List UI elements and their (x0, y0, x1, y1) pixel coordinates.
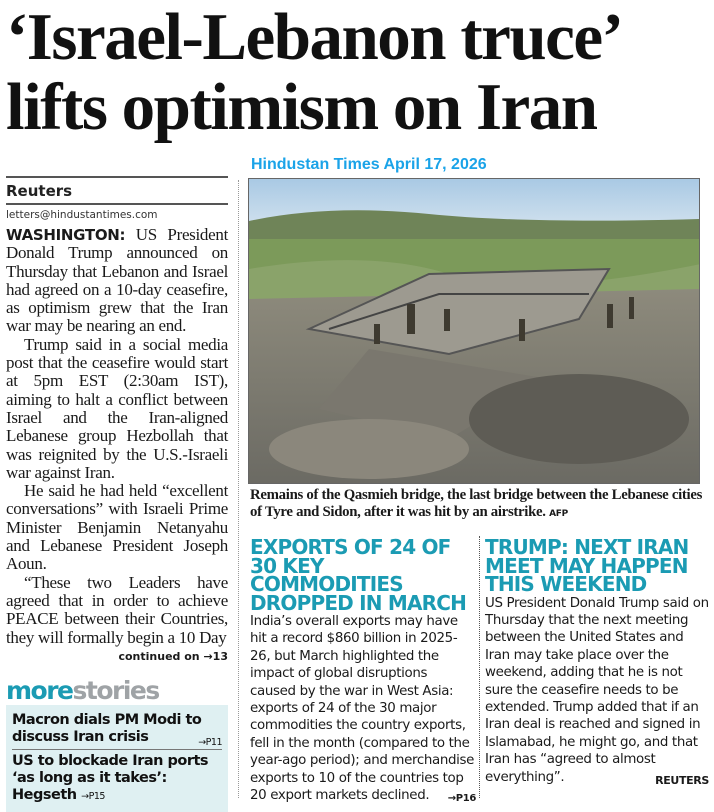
item-title: Macron dials PM Modi to discuss Iran crisis (12, 712, 202, 745)
story-text (250, 613, 476, 804)
paragraph (6, 226, 228, 336)
item-title: US to blockade Iran ports ‘as long as it takes’: Hegseth (12, 753, 209, 803)
story-text (485, 595, 709, 786)
more-story-item[interactable] (12, 749, 222, 808)
headline-line-1: ‘Israel-Lebanon truce’ (6, 0, 623, 74)
story-headline[interactable]: TRUMP: NEXT IRAN MEET MAY HAPPEN THIS WEEKEND (485, 535, 689, 596)
paragraph-text: US President Donald Trump announced on Thursday that Lebanon and Israel had agreed on a 10-day ceasefire, as optimism grew that the Iran war may be nearing an end. (6, 225, 228, 336)
page-ref: →P15 (81, 791, 105, 802)
more-story-item[interactable] (12, 709, 222, 749)
more-stories (6, 677, 228, 812)
photo-caption (250, 487, 712, 523)
page-ref[interactable]: →P16 (447, 793, 476, 805)
headline (6, 2, 712, 142)
page-ref: →P11 (198, 737, 222, 748)
continued-link[interactable]: continued on →13 (118, 649, 228, 663)
story-body: US President Donald Trump said on Thursday that the next meeting between the United States and Iran may take place over the weekend, adding that he is not sure the ceasefire needs to be extended. Trump added that if an Iran deal is reached and signed in Islamabad, he might go, and that Iran has “agreed to almost everything”. (485, 595, 709, 785)
divider (6, 203, 228, 205)
byline: Reuters (6, 182, 73, 200)
story-exports (250, 535, 476, 807)
more-stories-title (6, 677, 228, 705)
story-body: India’s overall exports may have hit a record $860 billion in 2025-26, but March highlighted the impact of global disruptions caused by the war in West Asia: exports of 24 of the 30 major commodities the country exports, fell in the month (compared to the year-ago period); and merchandise exports to 10 of the countries top 20 export markets declined. (250, 614, 475, 804)
title-part: more (6, 676, 73, 705)
paragraph: Trump said in a social media post that the ceasefire would start at 5pm EST (2:30am IST), aiming to halt a conflict between Israel and the Iran-aligned Lebanese group Hezbollah that was reignited by the U.S.-Israeli war against Iran. (6, 334, 228, 482)
paragraph: He said he had held “excellent conversations” with Israeli Prime Minister Benjamin Netanyahu and Lebanese President Joseph Aoun. (6, 481, 228, 574)
source-label: Hindustan Times April 17, 2026 (251, 156, 487, 173)
story-headline[interactable]: EXPORTS OF 24 OF 30 KEY COMMODITIES DROPPED IN MARCH (250, 535, 467, 615)
more-stories-list (6, 705, 228, 812)
main-story (6, 176, 228, 663)
column-divider (479, 536, 480, 798)
headline-line-2: lifts optimism on Iran (6, 70, 597, 144)
paragraph: “These two Leaders have agreed that in order to achieve PEACE between their Countries, they will formally begin a 10 Day (6, 572, 228, 647)
caption-text: Remains of the Qasmieh bridge, the last bridge between the Lebanese cities of Tyre and Sidon, after it was hit by an airstrike. (250, 487, 703, 520)
bridge-ruins-image (249, 179, 700, 484)
news-photo (248, 178, 700, 484)
email-link[interactable]: letters@hindustantimes.com (6, 209, 158, 221)
agency-credit: REUTERS (655, 773, 709, 787)
story-iran-meet (485, 535, 709, 789)
story-body (6, 226, 228, 647)
column-divider (238, 180, 239, 798)
dateline: WASHINGTON: (6, 226, 126, 244)
title-part: stories (72, 676, 159, 705)
photo-credit: AFP (549, 509, 568, 519)
